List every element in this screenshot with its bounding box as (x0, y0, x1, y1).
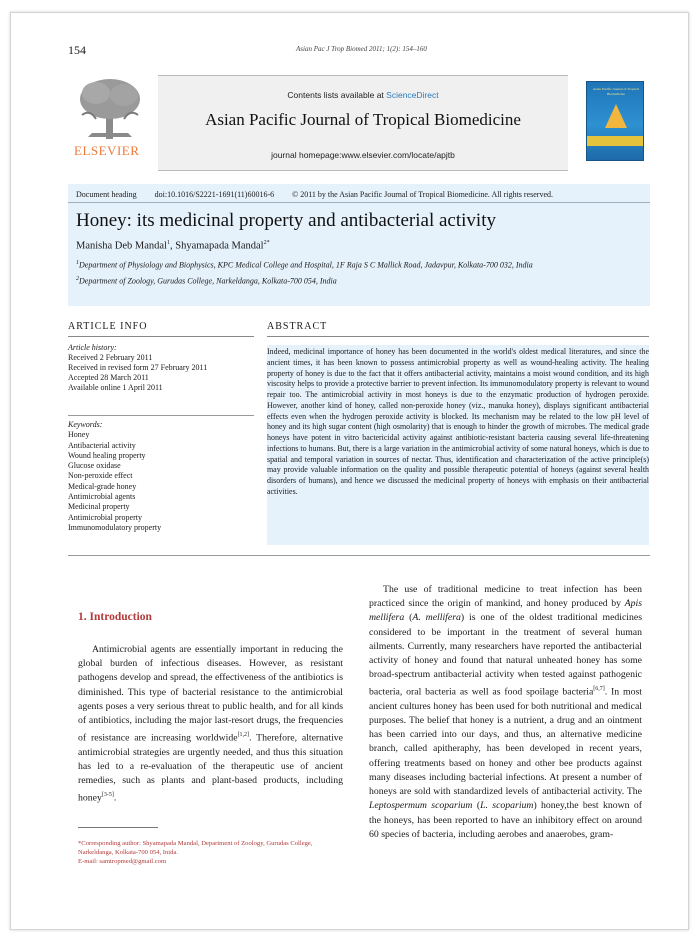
journal-cover-icon (586, 81, 644, 161)
article-history (68, 343, 254, 393)
abstract-box (267, 345, 649, 545)
history-item: Available online 1 April 2011 (68, 383, 163, 392)
tree-logo-icon (68, 75, 154, 145)
journal-homepage-link[interactable]: journal homepage:www.elsevier.com/locate/apjtb (271, 150, 455, 160)
keyword: Medicinal property (68, 502, 130, 512)
footnote-rule (78, 827, 158, 828)
footnote-line: *Corresponding author: Shyamapada Mandal, Department of Zoology, Gurudas College, Narkeldanga, Kolkata-700 054, Inida. (78, 840, 313, 856)
cover-graphic (605, 104, 627, 128)
doi[interactable]: doi:10.1016/S2221-1691(11)60016-6 (154, 190, 275, 199)
corresponding-author-footnote (78, 839, 346, 866)
page-number: 154 (68, 43, 86, 57)
body-text: ( (472, 800, 481, 812)
author-sup: 1 (166, 240, 170, 246)
author-separator: , (169, 240, 176, 252)
citation[interactable]: [1,2] (237, 732, 250, 739)
divider (68, 415, 254, 416)
body-text: ) honey,the best known of the honeys, has been reported to have an inhibitory effect on around 60 species of bacteria, including aerobes and anaerobes, gram- (369, 800, 642, 840)
body-text: ( (404, 612, 413, 624)
species-name: Apis mellifera (369, 598, 642, 624)
author-name: Manisha Deb Mandal (76, 240, 167, 252)
journal-header-box (158, 75, 568, 171)
keyword: Immunomodulatory property (68, 522, 162, 532)
keyword: Non-peroxide effect (68, 471, 133, 481)
contents-line (158, 90, 568, 100)
affiliation-sup: 1 (76, 260, 79, 266)
body-text: The use of traditional medicine to treat infection has been practiced since the origin of mankind, and honey produced by (369, 584, 642, 610)
doc-heading-line (76, 190, 642, 199)
body-text: . Therefore, alternative antimicrobial strategies are urgently needed, and thus this situation has led to a re-evaluation of the therapeutic use of ancient remedies, such as plants and plant-based products, including honey (78, 732, 343, 804)
affiliation (76, 260, 533, 270)
contents-prefix: Contents lists available at (287, 90, 387, 100)
article-info-heading: ARTICLE INFO (68, 321, 254, 337)
paper-page (10, 12, 689, 930)
citation[interactable]: [6,7] (593, 686, 605, 693)
elsevier-logo-text: ELSEVIER (74, 143, 140, 158)
keyword: Medical-grade honey (68, 481, 137, 491)
affiliation (76, 276, 337, 286)
authors (76, 240, 270, 252)
history-item: Received in revised form 27 February 2011 (68, 363, 208, 372)
body-text: ) is one of the oldest traditional medicines considered to be important in the treatment of several human ailments. Currently, many researchers have reported the antibacterial activity of honey and found that natural unheated honey has some broad-spectrum antibacterial activity when tested against pathogenic bacteria, oral bacteria as well as food spoilage bacteria (369, 612, 643, 698)
keyword: Honey (68, 430, 90, 440)
affiliation-text: Department of Physiology and Biophysics, KPC Medical College and Hospital, 1F Raja S C Mallick Road, Jadavpur, Kolkata-700 032, India (79, 260, 533, 270)
abstract-text: Indeed, medicinal importance of honey has been documented in the world's oldest medical literatures, and since the ancient times, it has been known to possess antimicrobial property as well as wound-healing activity. The healing property of honey is due to the fact that it offers antibacterial activity, maintains a moist wound condition, and its high viscosity helps to provide a protective barrier to prevent infection. Its immunomodulatory property is relevant to wound repair too. The antimicrobial activity in most honeys is due to the enzymatic production of hydrogen peroxide. However, another kind of honey, called non-peroxide honey (viz., manuka honey), displays significant antibacterial effects even when the hydrogen peroxide activity is blocked. Its mechanism may be related to the low pH level of honey and its high sugar content (high osmolarity) that is enough to hinder the growth of microbes. The medical grade honeys have potent in vitro bactericidal activity against antibiotic-resistant bacteria causing several life-threatening infections to humans. But, there is a large variation in the antimicrobial activity of some natural honeys, which is due to spatial and temporal variation in sources of nectar. Thus, identification and characterization of the active principle(s) may provide valuable information on the quality and possible therapeutic potential of honeys (against several health disorders of humans), and hence we discussed the medicinal property of honeys with emphasis on their antibacterial activities. (267, 347, 649, 496)
document-heading: Document heading (76, 190, 137, 199)
species-name: Leptospermum scoparium (369, 800, 473, 812)
affiliation-text: Department of Zoology, Gurudas College, Narkeldanga, Kolkata-700 054, India (79, 276, 337, 286)
species-name: A. mellifera (412, 612, 461, 624)
article-title: Honey: its medicinal property and antibacterial activity (76, 210, 496, 231)
keyword: Glucose oxidase (68, 461, 121, 471)
copyright: © 2011 by the Asian Pacific Journal of Tropical Biomedicine. All rights reserved. (292, 190, 553, 199)
author-name: Shyamapada Mandal (175, 240, 264, 252)
keyword: Antimicrobial property (68, 512, 142, 522)
publisher-logo (68, 75, 154, 175)
history-label: Article history: (68, 343, 117, 352)
sciencedirect-link[interactable]: ScienceDirect (386, 90, 439, 100)
keyword: Antibacterial activity (68, 440, 136, 450)
author-sup: 2* (263, 240, 270, 246)
divider (68, 555, 650, 556)
keyword: Wound healing property (68, 450, 146, 460)
species-name: L. scoparium (480, 800, 534, 812)
cover-title: Asian Pacific Journal of Tropical Biomedicine (592, 87, 640, 96)
section-heading: 1. Introduction (78, 611, 152, 623)
citation[interactable]: [3-5] (101, 792, 114, 799)
abstract-heading: ABSTRACT (267, 321, 649, 337)
running-head: Asian Pac J Trop Biomed 2011; 1(2): 154–160 (296, 45, 427, 53)
history-item: Received 2 February 2011 (68, 353, 153, 362)
body-column-left (78, 643, 343, 806)
body-text: . In most ancient cultures honey has been used for both nutritional and medical purposes. The belief that honey is a nutrient, a drug and an ointment has been carried into our days, and thus, an alternative medicine branch, called apitheraphy, has been developed in recent years, offering treatments based on honey and other bee products against many diseases including bacterial infections. At present a number of honeys are sold with standardized levels of antibacterial activity. The (369, 686, 642, 798)
keywords (68, 420, 254, 533)
journal-banner (68, 75, 648, 175)
article-header (68, 184, 650, 306)
journal-title: Asian Pacific Journal of Tropical Biomedicine (205, 110, 521, 129)
body-text: . (113, 792, 117, 804)
divider (68, 202, 650, 203)
history-item: Accepted 28 March 2011 (68, 373, 149, 382)
footnote-email[interactable]: E-mail: samtropmed@gmail.com (78, 858, 167, 865)
keyword: Antimicrobial agents (68, 492, 136, 502)
body-column-right (369, 583, 642, 842)
cover-band (587, 136, 643, 146)
keywords-label: Keywords: (68, 420, 103, 429)
affiliation-sup: 2 (76, 276, 79, 282)
body-text: Antimicrobial agents are essentially important in reducing the global burden of infectious diseases. However, as resistant pathogens develop and spread, the effectiveness of the antibiotics is diminished. This type of bacterial resistance to the antimicrobial agents poses a very serious threat to public health, and for all kinds of antibiotics, including the major last-resort drugs, the frequencies of resistance are increasing worldwide (78, 644, 343, 744)
